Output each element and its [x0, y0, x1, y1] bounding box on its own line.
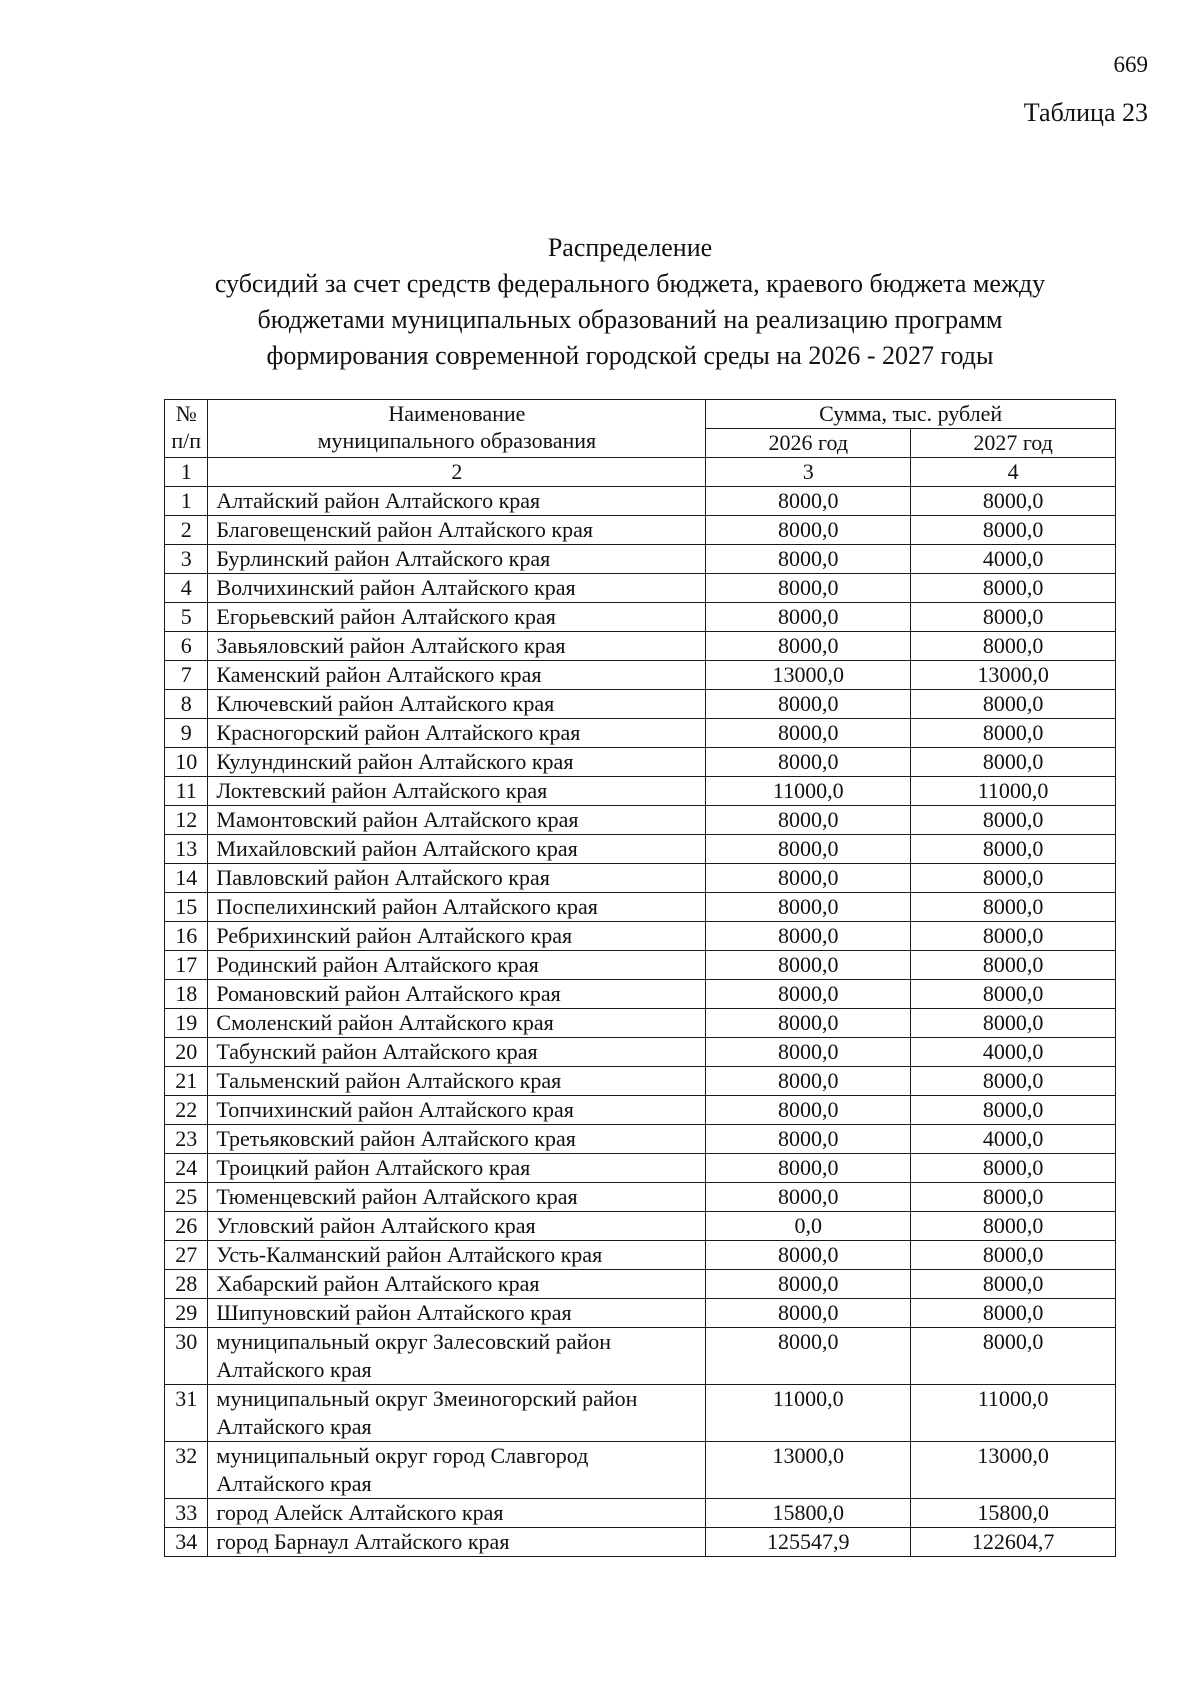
header-year-2026: 2026 год	[706, 429, 911, 458]
amount-2026: 8000,0	[706, 603, 911, 632]
municipality-name-line: муниципальный округ Залесовский район	[216, 1329, 612, 1354]
table-row	[165, 1067, 1116, 1096]
header-name	[208, 400, 706, 458]
municipality-name: Ребрихинский район Алтайского края	[208, 922, 706, 951]
header-year-2027: 2027 год	[911, 429, 1116, 458]
amount-2027: 15800,0	[911, 1499, 1116, 1528]
table-row	[165, 1212, 1116, 1241]
amount-2026: 15800,0	[706, 1499, 911, 1528]
amount-2027: 8000,0	[911, 1067, 1116, 1096]
amount-2026: 8000,0	[706, 864, 911, 893]
amount-2027: 8000,0	[911, 748, 1116, 777]
municipality-name: Алтайский район Алтайского края	[208, 487, 706, 516]
municipality-name: Каменский район Алтайского края	[208, 661, 706, 690]
municipality-name-line: Алтайского края	[216, 1357, 372, 1382]
table-row	[165, 951, 1116, 980]
amount-2027: 8000,0	[911, 487, 1116, 516]
municipality-name: Павловский район Алтайского края	[208, 864, 706, 893]
heading-line-1: Распределение	[547, 233, 713, 262]
amount-2026: 8000,0	[706, 893, 911, 922]
row-number: 5	[165, 603, 208, 632]
document-heading	[150, 230, 1110, 374]
table-row	[165, 574, 1116, 603]
row-number: 25	[165, 1183, 208, 1212]
amount-2027: 8000,0	[911, 1270, 1116, 1299]
row-number: 20	[165, 1038, 208, 1067]
amount-2026: 8000,0	[706, 1183, 911, 1212]
table-row	[165, 922, 1116, 951]
amount-2027: 8000,0	[911, 835, 1116, 864]
row-number: 22	[165, 1096, 208, 1125]
header-number	[165, 400, 208, 458]
table-row	[165, 835, 1116, 864]
table-row	[165, 893, 1116, 922]
amount-2026: 8000,0	[706, 1009, 911, 1038]
row-number: 17	[165, 951, 208, 980]
amount-2027: 8000,0	[911, 1212, 1116, 1241]
amount-2027: 8000,0	[911, 1328, 1116, 1385]
amount-2026: 8000,0	[706, 835, 911, 864]
municipality-name: Завьяловский район Алтайского края	[208, 632, 706, 661]
amount-2027: 8000,0	[911, 1009, 1116, 1038]
amount-2027: 8000,0	[911, 574, 1116, 603]
table-row	[165, 1183, 1116, 1212]
row-number: 9	[165, 719, 208, 748]
municipality-name: Благовещенский район Алтайского края	[208, 516, 706, 545]
municipality-name: город Барнаул Алтайского края	[208, 1528, 706, 1557]
table-body	[165, 487, 1116, 1557]
row-number: 7	[165, 661, 208, 690]
amount-2027: 8000,0	[911, 719, 1116, 748]
table-row	[165, 806, 1116, 835]
table-row	[165, 864, 1116, 893]
table-row	[165, 1241, 1116, 1270]
header-name-line-2: муниципального образования	[317, 428, 597, 453]
amount-2026: 8000,0	[706, 980, 911, 1009]
table-row	[165, 661, 1116, 690]
amount-2027: 8000,0	[911, 1299, 1116, 1328]
amount-2026: 11000,0	[706, 777, 911, 806]
municipality-name: Тюменцевский район Алтайского края	[208, 1183, 706, 1212]
table-row	[165, 980, 1116, 1009]
amount-2027: 8000,0	[911, 1096, 1116, 1125]
row-number: 31	[165, 1385, 208, 1442]
municipality-name: Бурлинский район Алтайского края	[208, 545, 706, 574]
municipality-name-line: Алтайского края	[216, 1414, 372, 1439]
amount-2027: 4000,0	[911, 1038, 1116, 1067]
amount-2027: 8000,0	[911, 1241, 1116, 1270]
row-number: 13	[165, 835, 208, 864]
municipality-name	[208, 1385, 706, 1442]
row-number: 24	[165, 1154, 208, 1183]
row-number: 19	[165, 1009, 208, 1038]
row-number: 32	[165, 1442, 208, 1499]
table-row	[165, 719, 1116, 748]
municipality-name: Волчихинский район Алтайского края	[208, 574, 706, 603]
amount-2026: 8000,0	[706, 1125, 911, 1154]
header-number-line-2: п/п	[171, 428, 202, 453]
amount-2026: 13000,0	[706, 1442, 911, 1499]
amount-2026: 8000,0	[706, 632, 911, 661]
column-number: 1	[165, 458, 208, 487]
municipality-name: Смоленский район Алтайского края	[208, 1009, 706, 1038]
amount-2026: 8000,0	[706, 1038, 911, 1067]
municipality-name-line: муниципальный округ Змеиногорский район	[216, 1386, 638, 1411]
municipality-name: Третьяковский район Алтайского края	[208, 1125, 706, 1154]
table-row	[165, 545, 1116, 574]
amount-2026: 8000,0	[706, 1299, 911, 1328]
amount-2026: 8000,0	[706, 719, 911, 748]
municipality-name: Локтевский район Алтайского края	[208, 777, 706, 806]
row-number: 14	[165, 864, 208, 893]
amount-2026: 8000,0	[706, 1154, 911, 1183]
header-row	[165, 400, 1116, 429]
amount-2027: 13000,0	[911, 661, 1116, 690]
amount-2027: 8000,0	[911, 980, 1116, 1009]
table-row	[165, 487, 1116, 516]
row-number: 3	[165, 545, 208, 574]
amount-2026: 8000,0	[706, 487, 911, 516]
row-number: 30	[165, 1328, 208, 1385]
amount-2026: 125547,9	[706, 1528, 911, 1557]
row-number: 10	[165, 748, 208, 777]
municipality-name	[208, 1328, 706, 1385]
column-number: 4	[911, 458, 1116, 487]
municipality-name: Родинский район Алтайского края	[208, 951, 706, 980]
row-number: 29	[165, 1299, 208, 1328]
row-number: 16	[165, 922, 208, 951]
amount-2026: 8000,0	[706, 1241, 911, 1270]
heading-line-4: формирования современной городской среды на 2026 - 2027 годы	[266, 341, 994, 370]
amount-2027: 8000,0	[911, 1183, 1116, 1212]
table-row	[165, 1038, 1116, 1067]
header-number-line-1: №	[175, 401, 197, 426]
amount-2026: 8000,0	[706, 690, 911, 719]
amount-2026: 8000,0	[706, 806, 911, 835]
municipality-name-line: муниципальный округ город Славгород	[216, 1443, 589, 1468]
amount-2027: 8000,0	[911, 1154, 1116, 1183]
amount-2026: 8000,0	[706, 1328, 911, 1385]
header-sum: Сумма, тыс. рублей	[706, 400, 1116, 429]
municipality-name: Табунский район Алтайского края	[208, 1038, 706, 1067]
amount-2026: 8000,0	[706, 1067, 911, 1096]
table-row	[165, 1154, 1116, 1183]
table-row	[165, 1528, 1116, 1557]
amount-2027: 8000,0	[911, 951, 1116, 980]
amount-2027: 8000,0	[911, 922, 1116, 951]
amount-2026: 8000,0	[706, 1096, 911, 1125]
row-number: 28	[165, 1270, 208, 1299]
amount-2027: 8000,0	[911, 864, 1116, 893]
row-number: 11	[165, 777, 208, 806]
row-number: 21	[165, 1067, 208, 1096]
amount-2027: 8000,0	[911, 632, 1116, 661]
amount-2027: 4000,0	[911, 545, 1116, 574]
amount-2026: 8000,0	[706, 951, 911, 980]
municipality-name: Шипуновский район Алтайского края	[208, 1299, 706, 1328]
municipality-name: Красногорский район Алтайского края	[208, 719, 706, 748]
column-number-row	[165, 458, 1116, 487]
table-row	[165, 1499, 1116, 1528]
municipality-name: Кулундинский район Алтайского края	[208, 748, 706, 777]
municipality-name-line: Алтайского края	[216, 1471, 372, 1496]
row-number: 34	[165, 1528, 208, 1557]
row-number: 33	[165, 1499, 208, 1528]
table-row	[165, 1009, 1116, 1038]
row-number: 23	[165, 1125, 208, 1154]
table-row	[165, 1299, 1116, 1328]
table-row	[165, 1270, 1116, 1299]
row-number: 4	[165, 574, 208, 603]
table-row	[165, 777, 1116, 806]
table-row	[165, 632, 1116, 661]
amount-2027: 8000,0	[911, 806, 1116, 835]
row-number: 26	[165, 1212, 208, 1241]
municipality-name: Поспелихинский район Алтайского края	[208, 893, 706, 922]
table-row	[165, 1125, 1116, 1154]
amount-2026: 8000,0	[706, 574, 911, 603]
row-number: 6	[165, 632, 208, 661]
table-row	[165, 748, 1116, 777]
municipality-name: Михайловский район Алтайского края	[208, 835, 706, 864]
row-number: 1	[165, 487, 208, 516]
table-row	[165, 1328, 1116, 1385]
amount-2027: 8000,0	[911, 690, 1116, 719]
amount-2026: 0,0	[706, 1212, 911, 1241]
row-number: 27	[165, 1241, 208, 1270]
municipality-name: Ключевский район Алтайского края	[208, 690, 706, 719]
municipality-name: Романовский район Алтайского края	[208, 980, 706, 1009]
municipality-name: Угловский район Алтайского края	[208, 1212, 706, 1241]
amount-2027: 13000,0	[911, 1442, 1116, 1499]
subsidy-table	[164, 399, 1116, 1557]
amount-2026: 8000,0	[706, 516, 911, 545]
row-number: 15	[165, 893, 208, 922]
table-row	[165, 1385, 1116, 1442]
municipality-name: Троицкий район Алтайского края	[208, 1154, 706, 1183]
municipality-name: Усть-Калманский район Алтайского края	[208, 1241, 706, 1270]
column-number: 3	[706, 458, 911, 487]
amount-2027: 8000,0	[911, 603, 1116, 632]
table-label: Таблица 23	[1023, 98, 1148, 127]
municipality-name: Топчихинский район Алтайского края	[208, 1096, 706, 1125]
amount-2027: 8000,0	[911, 516, 1116, 545]
row-number: 8	[165, 690, 208, 719]
amount-2026: 13000,0	[706, 661, 911, 690]
heading-line-3: бюджетами муниципальных образований на реализацию программ	[257, 305, 1003, 334]
amount-2026: 8000,0	[706, 545, 911, 574]
municipality-name: Тальменский район Алтайского края	[208, 1067, 706, 1096]
heading-line-2: субсидий за счет средств федерального бюджета, краевого бюджета между	[214, 269, 1046, 298]
row-number: 2	[165, 516, 208, 545]
column-number: 2	[208, 458, 706, 487]
row-number: 18	[165, 980, 208, 1009]
amount-2027: 11000,0	[911, 777, 1116, 806]
amount-2027: 8000,0	[911, 893, 1116, 922]
amount-2027: 122604,7	[911, 1528, 1116, 1557]
amount-2026: 8000,0	[706, 922, 911, 951]
table-row	[165, 690, 1116, 719]
municipality-name: Хабарский район Алтайского края	[208, 1270, 706, 1299]
table-row	[165, 1096, 1116, 1125]
municipality-name: город Алейск Алтайского края	[208, 1499, 706, 1528]
page-number: 669	[1113, 52, 1148, 77]
municipality-name	[208, 1442, 706, 1499]
table-row	[165, 603, 1116, 632]
amount-2026: 8000,0	[706, 748, 911, 777]
amount-2027: 11000,0	[911, 1385, 1116, 1442]
municipality-name: Мамонтовский район Алтайского края	[208, 806, 706, 835]
amount-2026: 8000,0	[706, 1270, 911, 1299]
header-name-line-1: Наименование	[388, 401, 526, 426]
amount-2027: 4000,0	[911, 1125, 1116, 1154]
table-row	[165, 516, 1116, 545]
row-number: 12	[165, 806, 208, 835]
amount-2026: 11000,0	[706, 1385, 911, 1442]
municipality-name: Егорьевский район Алтайского края	[208, 603, 706, 632]
table-row	[165, 1442, 1116, 1499]
